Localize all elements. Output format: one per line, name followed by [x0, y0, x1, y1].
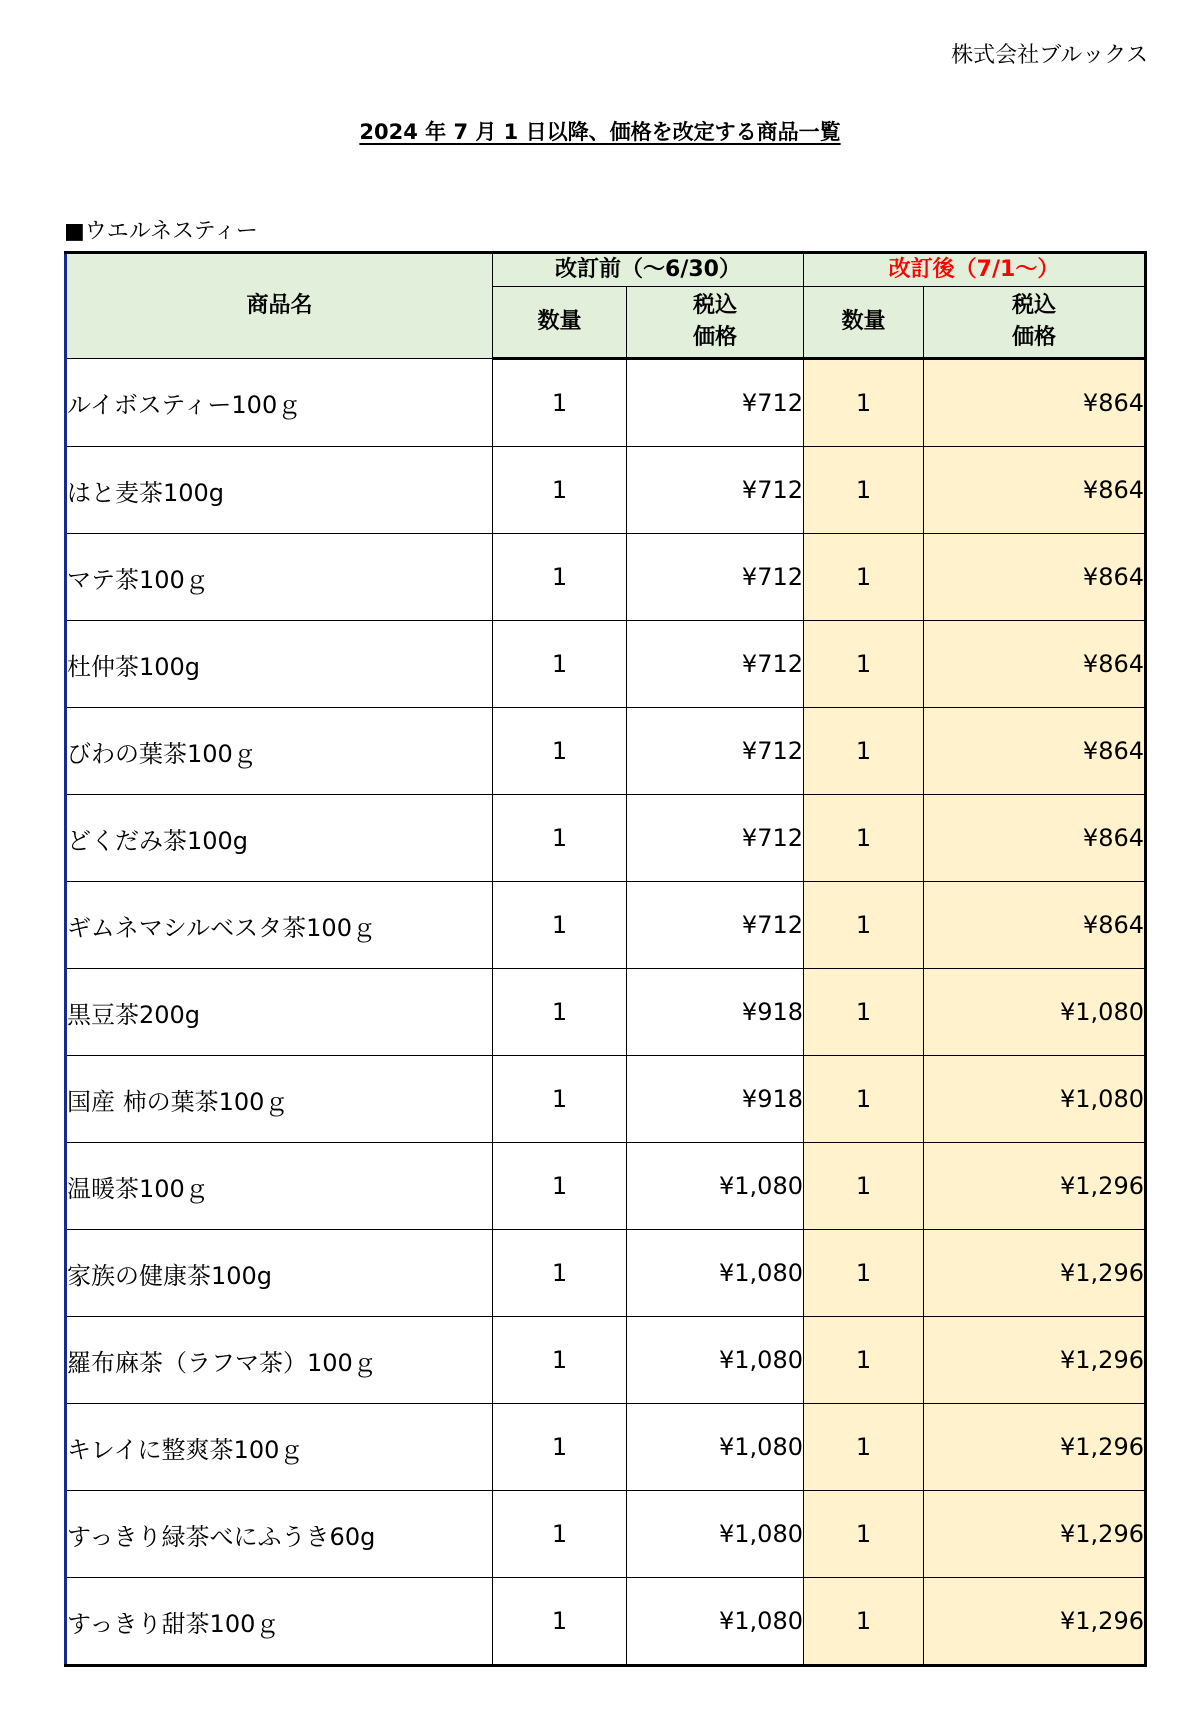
before-price: ¥712 — [627, 882, 804, 969]
after-qty: 1 — [804, 534, 924, 621]
after-price-header — [924, 287, 1146, 359]
before-price-header-line2: 価格 — [692, 325, 737, 350]
product-name: どくだみ茶100g — [66, 795, 493, 882]
after-price: ¥864 — [924, 621, 1146, 708]
after-qty: 1 — [804, 447, 924, 534]
table-row — [66, 1317, 1146, 1404]
after-qty: 1 — [804, 708, 924, 795]
company-name: 株式会社ブルックス — [951, 43, 1148, 68]
product-name: 黒豆茶200g — [66, 969, 493, 1056]
before-price-header — [627, 287, 804, 359]
product-name: マテ茶100ｇ — [66, 534, 493, 621]
before-price: ¥1,080 — [627, 1143, 804, 1230]
before-qty: 1 — [493, 621, 627, 708]
after-qty: 1 — [804, 1578, 924, 1666]
before-qty: 1 — [493, 1056, 627, 1143]
table-header-row-1 — [66, 253, 1146, 287]
after-price: ¥1,296 — [924, 1491, 1146, 1578]
before-price: ¥918 — [627, 1056, 804, 1143]
before-price: ¥712 — [627, 708, 804, 795]
product-name: 杜仲茶100g — [66, 621, 493, 708]
after-price-header-line1: 税込 — [1011, 293, 1056, 319]
before-qty: 1 — [493, 534, 627, 621]
product-name: 羅布麻茶（ラフマ茶）100ｇ — [66, 1317, 493, 1404]
before-price: ¥712 — [627, 359, 804, 447]
table-row — [66, 359, 1146, 447]
after-qty: 1 — [804, 359, 924, 447]
before-qty: 1 — [493, 1578, 627, 1666]
product-name: 温暖茶100ｇ — [66, 1143, 493, 1230]
after-qty-header: 数量 — [804, 287, 924, 359]
before-price: ¥1,080 — [627, 1230, 804, 1317]
before-price: ¥712 — [627, 534, 804, 621]
before-qty: 1 — [493, 447, 627, 534]
after-price: ¥1,080 — [924, 969, 1146, 1056]
table-row — [66, 1143, 1146, 1230]
before-qty: 1 — [493, 969, 627, 1056]
section-heading: ■ウエルネスティー — [64, 219, 258, 244]
after-qty: 1 — [804, 882, 924, 969]
after-price: ¥1,080 — [924, 1056, 1146, 1143]
after-price: ¥864 — [924, 708, 1146, 795]
product-name: 国産 柿の葉茶100ｇ — [66, 1056, 493, 1143]
after-price: ¥864 — [924, 795, 1146, 882]
before-price: ¥1,080 — [627, 1491, 804, 1578]
after-qty: 1 — [804, 795, 924, 882]
table-row — [66, 1056, 1146, 1143]
before-qty: 1 — [493, 1230, 627, 1317]
product-name-header: 商品名 — [66, 253, 493, 359]
before-price: ¥712 — [627, 447, 804, 534]
after-price: ¥864 — [924, 534, 1146, 621]
after-qty: 1 — [804, 1491, 924, 1578]
product-name: びわの葉茶100ｇ — [66, 708, 493, 795]
table-row — [66, 1578, 1146, 1666]
after-price: ¥864 — [924, 882, 1146, 969]
product-name: 家族の健康茶100g — [66, 1230, 493, 1317]
after-qty: 1 — [804, 969, 924, 1056]
after-price-header-line2: 価格 — [1011, 325, 1056, 350]
after-price: ¥1,296 — [924, 1317, 1146, 1404]
product-name: はと麦茶100g — [66, 447, 493, 534]
after-qty: 1 — [804, 1404, 924, 1491]
product-name: すっきり緑茶べにふうき60g — [66, 1491, 493, 1578]
table-row — [66, 447, 1146, 534]
after-qty: 1 — [804, 1230, 924, 1317]
table-row — [66, 795, 1146, 882]
after-qty: 1 — [804, 1056, 924, 1143]
document-title: 2024 年 7 月 1 日以降、価格を改定する商品一覧 — [359, 120, 841, 144]
after-revision-header: 改訂後（7/1～） — [804, 253, 1146, 287]
before-price: ¥1,080 — [627, 1404, 804, 1491]
before-qty-header: 数量 — [493, 287, 627, 359]
before-price: ¥1,080 — [627, 1317, 804, 1404]
before-qty: 1 — [493, 795, 627, 882]
after-price: ¥1,296 — [924, 1143, 1146, 1230]
price-revision-table — [64, 251, 1147, 1667]
table-row — [66, 1230, 1146, 1317]
before-qty: 1 — [493, 708, 627, 795]
table-row — [66, 708, 1146, 795]
after-qty: 1 — [804, 1143, 924, 1230]
before-price: ¥918 — [627, 969, 804, 1056]
before-price: ¥712 — [627, 621, 804, 708]
before-qty: 1 — [493, 1143, 627, 1230]
after-price: ¥1,296 — [924, 1404, 1146, 1491]
product-name: すっきり甜茶100ｇ — [66, 1578, 493, 1666]
table-row — [66, 969, 1146, 1056]
before-price-header-line1: 税込 — [692, 293, 737, 319]
after-qty: 1 — [804, 1317, 924, 1404]
table-row — [66, 621, 1146, 708]
after-qty: 1 — [804, 621, 924, 708]
product-name: ギムネマシルベスタ茶100ｇ — [66, 882, 493, 969]
before-qty: 1 — [493, 359, 627, 447]
table-row — [66, 1491, 1146, 1578]
before-qty: 1 — [493, 1317, 627, 1404]
before-price: ¥712 — [627, 795, 804, 882]
table-row — [66, 534, 1146, 621]
table-row — [66, 882, 1146, 969]
product-name: キレイに整爽茶100ｇ — [66, 1404, 493, 1491]
before-qty: 1 — [493, 1491, 627, 1578]
product-name: ルイボスティー100ｇ — [66, 359, 493, 447]
after-price: ¥864 — [924, 359, 1146, 447]
table-row — [66, 1404, 1146, 1491]
before-price: ¥1,080 — [627, 1578, 804, 1666]
after-price: ¥1,296 — [924, 1578, 1146, 1666]
before-qty: 1 — [493, 1404, 627, 1491]
before-qty: 1 — [493, 882, 627, 969]
before-revision-header: 改訂前（～6/30） — [493, 253, 804, 287]
after-price: ¥1,296 — [924, 1230, 1146, 1317]
after-price: ¥864 — [924, 447, 1146, 534]
